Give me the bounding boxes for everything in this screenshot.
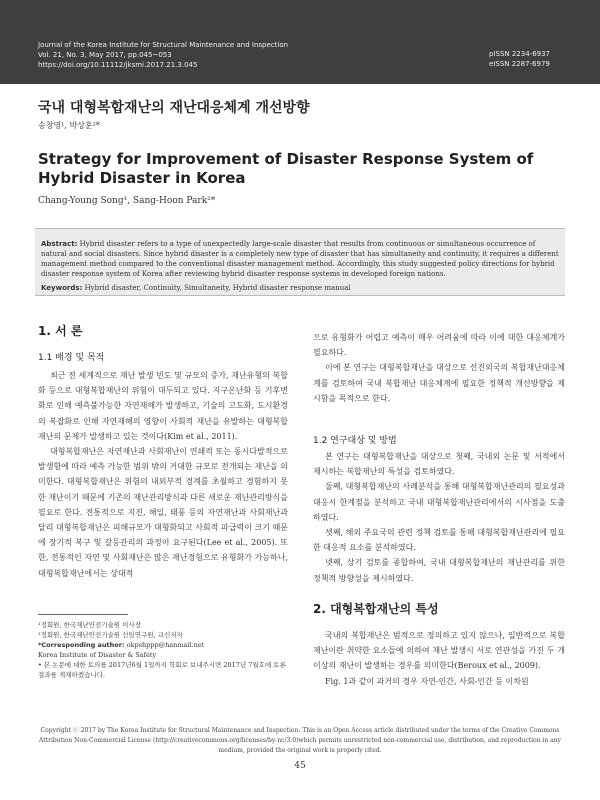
subsection-1-1-heading: 1.1 배경 및 목적 (38, 353, 105, 363)
keywords-text: Hybrid disaster, Continuity, Simultaneity, Hybrid disaster response manual (84, 284, 351, 292)
keywords-label: Keywords: (41, 284, 83, 292)
abstract-text: Hybrid disaster refers to a type of unexpectedly large-scale disaster that results from continuous or simultaneous occurrence of natural and social disasters. Since hybrid disaster is a completely new type of disaster that has simultaneity and continuity, it requires a different management method compared to the conventional disaster management method. Accordingly, this study suggested policy directions for hybrid disaster response system of Korea after reviewing hybrid disaster response systems in developed foreign nations. (41, 240, 559, 278)
paragraph: Fig. 1과 같이 과거의 경우 자연-인간, 사회-인간 등 이차원 (325, 676, 529, 686)
right-column-methods (313, 449, 565, 586)
corresponding-author (38, 640, 288, 650)
journal-volume: Vol. 21, No. 3, May 2017, pp.045~053 (38, 51, 172, 59)
title-korean: 국내 대형복합재난의 재난대응체계 개선방향 (38, 100, 310, 116)
authors-english: Chang-Young Song¹, Sang-Hoon Park²* (38, 196, 216, 206)
copyright-notice: Copyright ⓒ 2017 by The Korea Institute for Structural Maintenance and Inspection. This is an Open Access article distributed under the terms of the Creative Commons Attribution Non-Commercial License (http://creativecommons.org/licenses/by-nc/3.0)which permits unrestricted non-commercial use, distribution, and reproduction in any medium, provided the original work is properly cited. (39, 727, 561, 754)
footnote-1: ¹정회원, 한국재난안전기술원 이사장 (38, 621, 141, 629)
paragraph: 으로 유형화가 어렵고 예측이 매우 어려움에 따라 이에 대한 대응체계가 필요하다. (313, 333, 565, 358)
paragraph: 이에 본 연구는 대형복합재난을 대상으로 선진외국의 복합재난대응체계를 검토하여 국내 복합재난 대응체계에 필요한 정책적 개선방향을 제시함을 목적으로 한다. (313, 363, 565, 403)
subsection-1-2-heading: 1.2 연구대상 및 방법 (313, 436, 397, 446)
eissn: eISSN 2287-6979 (489, 60, 550, 68)
right-column (313, 330, 565, 406)
corresponding-label: *Corresponding author: (38, 641, 125, 649)
keywords (41, 283, 559, 293)
title-english: Strategy for Improvement of Disaster Response System of Hybrid Disaster in Korea (38, 150, 534, 187)
paragraph: 둘째, 대형복합재난의 사례분석을 통해 대형복합재난관리의 필요성과 대응시 한계점을 분석하고 국내 대형복합재난관리에서의 시사점을 도출하였다. (313, 482, 565, 522)
paragraph: 셋째, 해외 주요국의 관련 정책 검토를 통해 대형복합재난관리에 필요한 대응적 요소를 분석하였다. (313, 528, 565, 553)
paragraph: 대형복합재난은 자연재난과 사회재난이 연쇄적 또는 동시다발적으로 발생함에 따라 예측 가능한 범위 밖의 거대한 규모로 전개되는 재난을 의미한다. 대형복합재난은 위험의 내외부적 경계를 초월하고 경험하지 못한 재난이기 때문에 기존의 재난관리방식과 다른 새로운 재난관리방식을 필요로 한다. 전통적으로 지진, 해일, 태풍 등의 자연재난과 사회재난과 달리 대형복합재난은 피해규모가 대형화되고 사회적 파급력이 크기 때문에 장기적 복구 및 갈등관리의 과정이 요구된다(Lee et al., 2005). 또한, 전통적인 자연 및 사회재난은 많은 재난경험으로 유형화가 가능하나, 대형복합재난에서는 상대적 (38, 447, 288, 578)
paragraph: 국내의 복합재난은 범적으로 정의하고 있지 않으나, 일반적으로 복합재난이란 취약한 요소들에 의하여 재난 발생시 서로 연관성을 가진 두 개 이상의 재난이 발생하는 경우를 의미한다(Beroux et al., 2009). (313, 631, 565, 671)
abstract-box (35, 228, 565, 296)
paragraph: 본 연구는 대형복합재난을 대상으로 첫째, 국내외 논문 및 서적에서 제시하는 복합재난의 특성을 검토하였다. (313, 452, 565, 477)
corresponding-email[interactable]: okpshppp@hanmail.net (126, 641, 205, 649)
page-number: 45 (294, 761, 306, 771)
issn-info (489, 49, 550, 69)
journal-name: Journal of the Korea Institute for Structural Maintenance and Inspection (38, 41, 289, 49)
institution: Korea Institute of Disaster & Safety (38, 651, 157, 659)
paragraph: 넷째, 상기 검토를 종합하여, 국내 대형복합재난의 재난관리를 위한 정책적 방향성을 제시하였다. (313, 558, 565, 583)
authors-korean: 송창영¹, 박상훈²* (38, 121, 100, 130)
journal-info (38, 40, 288, 70)
abstract (41, 239, 559, 279)
doi-link[interactable]: https://doi.org/10.11112/jksmi.2017.21.3.045 (38, 61, 198, 69)
journal-header-band (0, 0, 600, 84)
section-1-heading: 1. 서 론 (38, 324, 83, 338)
right-column-section2 (313, 628, 565, 689)
footnote-divider (38, 614, 128, 615)
abstract-label: Abstract: (41, 240, 78, 248)
footnote-3: • 본 논문에 대한 토의를 2017년6월 1일까지 학회로 보내주시면 2017년 7월호에 토론결과를 게재하겠습니다. (38, 661, 286, 679)
pissn: pISSN 2234-6937 (489, 50, 551, 58)
section-2-heading: 2. 대형복합재난의 특성 (313, 602, 439, 616)
left-column (38, 368, 288, 581)
footnote-2: ²정회원, 한국재난안전기술원 선임연구원, 교신저자 (38, 631, 183, 639)
footnotes (38, 620, 288, 680)
paragraph: 최근 전 세계적으로 재난 발생 빈도 및 규모의 증가, 재난유형의 복합화 등으로 대형복합재난의 위험이 대두되고 있다. 지구온난화 등 기후변화로 인해 예측불가능한 자연재해가 발생하고, 기술의 고도화, 도시환경의 복잡화로 인해 자연재해의 영향이 사회적 재난을 유발하는 대형복합재난의 문제가 발생하고 있는 것이다(Kim et al., 2011). (38, 371, 288, 441)
